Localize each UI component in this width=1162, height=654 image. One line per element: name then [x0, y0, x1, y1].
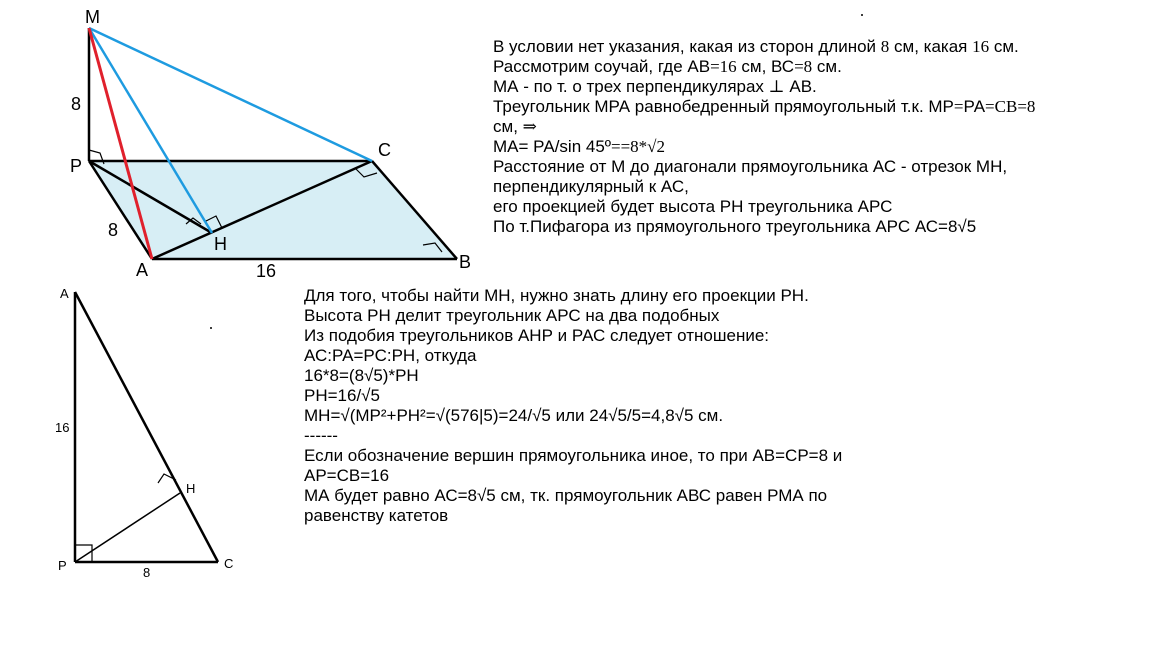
figure-2-right-triangle — [55, 286, 233, 580]
point-label-h: H — [214, 234, 227, 254]
point-label-b: B — [459, 252, 472, 272]
base-plane — [89, 161, 457, 259]
text-line: В условии нет указания, какая из сторон длиной 8 см, какая 16 см. — [493, 37, 1019, 56]
solution-text-upper — [493, 37, 1035, 237]
text-line: МН=√(МР²+РН²=√(576|5)=24/√5 или 24√5/5=4,8√5 см. — [304, 406, 724, 425]
length-label-mp: 8 — [71, 94, 82, 114]
length-label-ab: 16 — [256, 261, 277, 281]
point-label-c2: C — [224, 556, 234, 571]
point-label-a: A — [136, 260, 149, 280]
point-label-a2: A — [60, 286, 69, 301]
text-line: АР=СВ=16 — [304, 466, 390, 485]
point-label-c: C — [378, 140, 391, 160]
point-label-h2: H — [186, 481, 196, 496]
length-label-pa: 8 — [108, 220, 119, 240]
text-line: РН=16/√5 — [304, 386, 380, 405]
text-line: 16*8=(8√5)*РН — [304, 366, 419, 385]
point-label-m: M — [85, 7, 100, 27]
text-line: Если обозначение вершин прямоугольника иное, то при АВ=СР=8 и — [304, 446, 843, 465]
speck — [861, 14, 863, 16]
figure-1-pyramid — [70, 7, 471, 281]
speck — [210, 327, 212, 329]
text-line: По т.Пифагора из прямоугольного треугольника АРС АС=8√5 — [493, 217, 977, 236]
text-line: Треугольник МРА равнобедренный прямоугольный т.к. МР=РА=СВ=8 — [493, 97, 1036, 116]
text-line: перпендикулярный к АС, — [493, 177, 689, 196]
solution-text-lower — [304, 286, 842, 526]
segment-mc — [89, 28, 372, 161]
text-line: Из подобия треугольников АНР и РАС следует отношение: — [304, 326, 770, 345]
height-ph — [75, 493, 180, 562]
text-line: МА= РА/sin 45º==8*√2 — [493, 137, 666, 156]
text-line: МА - по т. о трех перпендикулярах ⊥ АВ. — [493, 77, 817, 96]
text-line: его проекцией будет высота РН треугольника АРС — [493, 197, 893, 216]
text-line: Высота РН делит треугольник АРС на два подобных — [304, 306, 720, 325]
length-label-pc: 8 — [143, 565, 151, 580]
text-line: Рассмотрим соучай, где АВ=16 см, ВС=8 см. — [493, 57, 842, 76]
edge-ac — [75, 292, 218, 562]
point-label-p: P — [70, 156, 83, 176]
point-label-p2: P — [58, 558, 67, 573]
text-line: ------ — [304, 426, 338, 445]
text-line: равенству катетов — [304, 506, 449, 525]
text-line: МА будет равно АС=8√5 см, тк. прямоугольник АВС равен РМА по — [304, 486, 828, 505]
segment-ma — [89, 28, 152, 259]
text-line: Расстояние от М до диагонали прямоугольника АС - отрезок МН, — [493, 157, 1008, 176]
text-line: АС:РА=РС:РН, откуда — [304, 346, 477, 365]
length-label-ap: 16 — [55, 420, 70, 435]
text-line: см, ⇒ — [493, 117, 537, 136]
text-line: Для того, чтобы найти МН, нужно знать длину его проекции РН. — [304, 286, 809, 305]
